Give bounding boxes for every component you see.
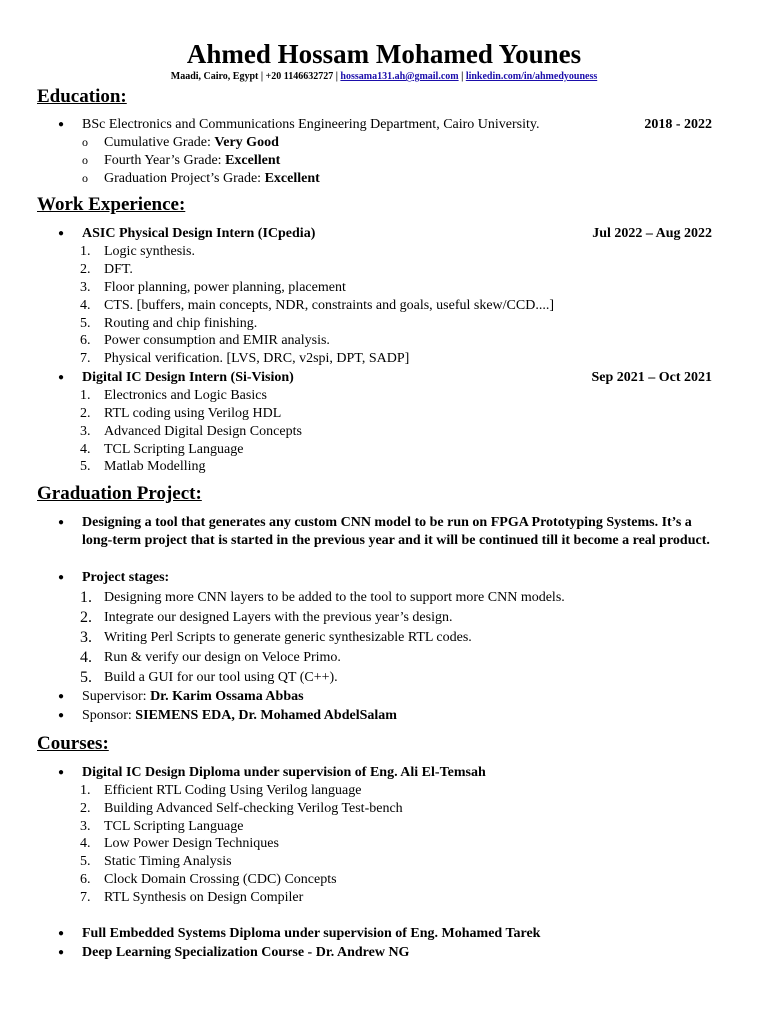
item-text: Efficient RTL Coding Using Verilog language [104,783,362,798]
item-number: 1. [80,388,91,403]
item-number: 3. [80,819,91,834]
project-heading: Graduation Project: [37,483,202,504]
item-text: Routing and chip finishing. [104,316,258,331]
job-title: ASIC Physical Design Intern (ICpedia) [82,226,316,241]
job-dates: Sep 2021 – Oct 2021 [591,370,712,385]
email-link[interactable]: hossama131.ah@gmail.com [340,71,459,82]
grade-value: Excellent [264,171,320,186]
item-number: 7. [80,351,91,366]
item-text: RTL coding using Verilog HDL [104,406,282,421]
item-text: Floor planning, power planning, placement [104,280,346,295]
item-number: 3. [80,424,91,439]
item-number: 2. [80,609,92,626]
item-text: Clock Domain Crossing (CDC) Concepts [104,872,337,887]
sponsor-label: Sponsor: [82,708,132,723]
item-text: Static Timing Analysis [104,854,232,869]
grade-label: Fourth Year’s Grade: [104,153,222,168]
contact-line [0,70,768,83]
degree-text: BSc Electronics and Communications Engineering Department, Cairo University. [82,117,540,132]
item-text: Building Advanced Self-checking Verilog Test-bench [104,801,403,816]
item-text: Writing Perl Scripts to generate generic synthesizable RTL codes. [104,630,472,645]
bullet-icon: ● [58,228,65,239]
bullet-icon: ● [58,517,65,528]
embedded-diploma-title: Full Embedded Systems Diploma under supervision of Eng. Mohamed Tarek [82,926,541,941]
item-text: RTL Synthesis on Design Compiler [104,890,304,905]
job-title: Digital IC Design Intern (Si-Vision) [82,370,294,385]
project-description: Designing a tool that generates any custom CNN model to be run on FPGA Prototyping Systems. It’s a long-term project that is started in the previous year and it will be continued till it become a real product. [82,515,710,548]
bullet-icon: ● [58,119,65,130]
grade-label: Cumulative Grade: [104,135,211,150]
item-number: 3. [80,629,92,646]
item-text: Power consumption and EMIR analysis. [104,333,330,348]
bullet-icon: ● [58,947,65,958]
item-text: Logic synthesis. [104,244,195,259]
item-text: TCL Scripting Language [104,819,244,834]
item-number: 4. [80,442,91,457]
circle-bullet-icon: o [82,171,88,185]
education-heading: Education: [37,86,127,107]
bullet-icon: ● [58,767,65,778]
grade-label: Graduation Project’s Grade: [104,171,262,186]
item-number: 1. [80,589,92,606]
item-text: Build a GUI for our tool using QT (C++). [104,670,338,685]
item-number: 1. [80,783,91,798]
item-text: Physical verification. [LVS, DRC, v2spi, DPT, SADP] [104,351,410,366]
bullet-icon: ● [58,710,65,721]
item-number: 6. [80,872,91,887]
contact-separator: | [461,71,464,82]
grade-value: Excellent [225,153,281,168]
item-number: 4. [80,649,92,666]
item-text: CTS. [buffers, main concepts, NDR, constraints and goals, useful skew/CCD....] [104,298,555,313]
item-text: Electronics and Logic Basics [104,388,267,403]
job-dates: Jul 2022 – Aug 2022 [592,226,712,241]
candidate-name: Ahmed Hossam Mohamed Younes [186,39,582,69]
location-phone: Maadi, Cairo, Egypt | +20 1146632727 | [170,71,338,82]
item-number: 2. [80,801,91,816]
item-text: Low Power Design Techniques [104,836,279,851]
item-number: 2. [80,262,91,277]
item-text: Integrate our designed Layers with the previous year’s design. [104,610,453,625]
item-text: Designing more CNN layers to be added to the tool to support more CNN models. [104,590,565,605]
item-number: 5. [80,459,91,474]
work-heading: Work Experience: [37,194,186,215]
item-number: 4. [80,298,91,313]
item-number: 1. [80,244,91,259]
item-text: DFT. [104,262,133,277]
stages-label: Project stages: [82,570,170,585]
item-number: 2. [80,406,91,421]
item-number: 7. [80,890,91,905]
education-years: 2018 - 2022 [644,117,712,132]
deep-learning-title: Deep Learning Specialization Course - Dr. Andrew NG [82,945,410,960]
item-number: 5. [80,316,91,331]
bullet-icon: ● [58,691,65,702]
item-number: 5. [80,669,92,686]
item-number: 4. [80,836,91,851]
grade-value: Very Good [214,135,279,150]
supervisor-label: Supervisor: [82,689,147,704]
item-text: TCL Scripting Language [104,442,244,457]
linkedin-link[interactable]: linkedin.com/in/ahmedyouness [465,71,598,82]
bullet-icon: ● [58,572,65,583]
item-number: 3. [80,280,91,295]
supervisor-name: Dr. Karim Ossama Abbas [150,689,304,704]
bullet-icon: ● [58,372,65,383]
sponsor-name: SIEMENS EDA, Dr. Mohamed AbdelSalam [135,708,397,723]
diploma-title: Digital IC Design Diploma under supervision of Eng. Ali El-Temsah [82,765,486,780]
item-number: 6. [80,333,91,348]
circle-bullet-icon: o [82,135,88,149]
item-text: Matlab Modelling [104,459,206,474]
courses-heading: Courses: [37,733,109,754]
item-text: Run & verify our design on Veloce Primo. [104,650,341,665]
bullet-icon: ● [58,928,65,939]
item-number: 5. [80,854,91,869]
item-text: Advanced Digital Design Concepts [104,424,302,439]
circle-bullet-icon: o [82,153,88,167]
